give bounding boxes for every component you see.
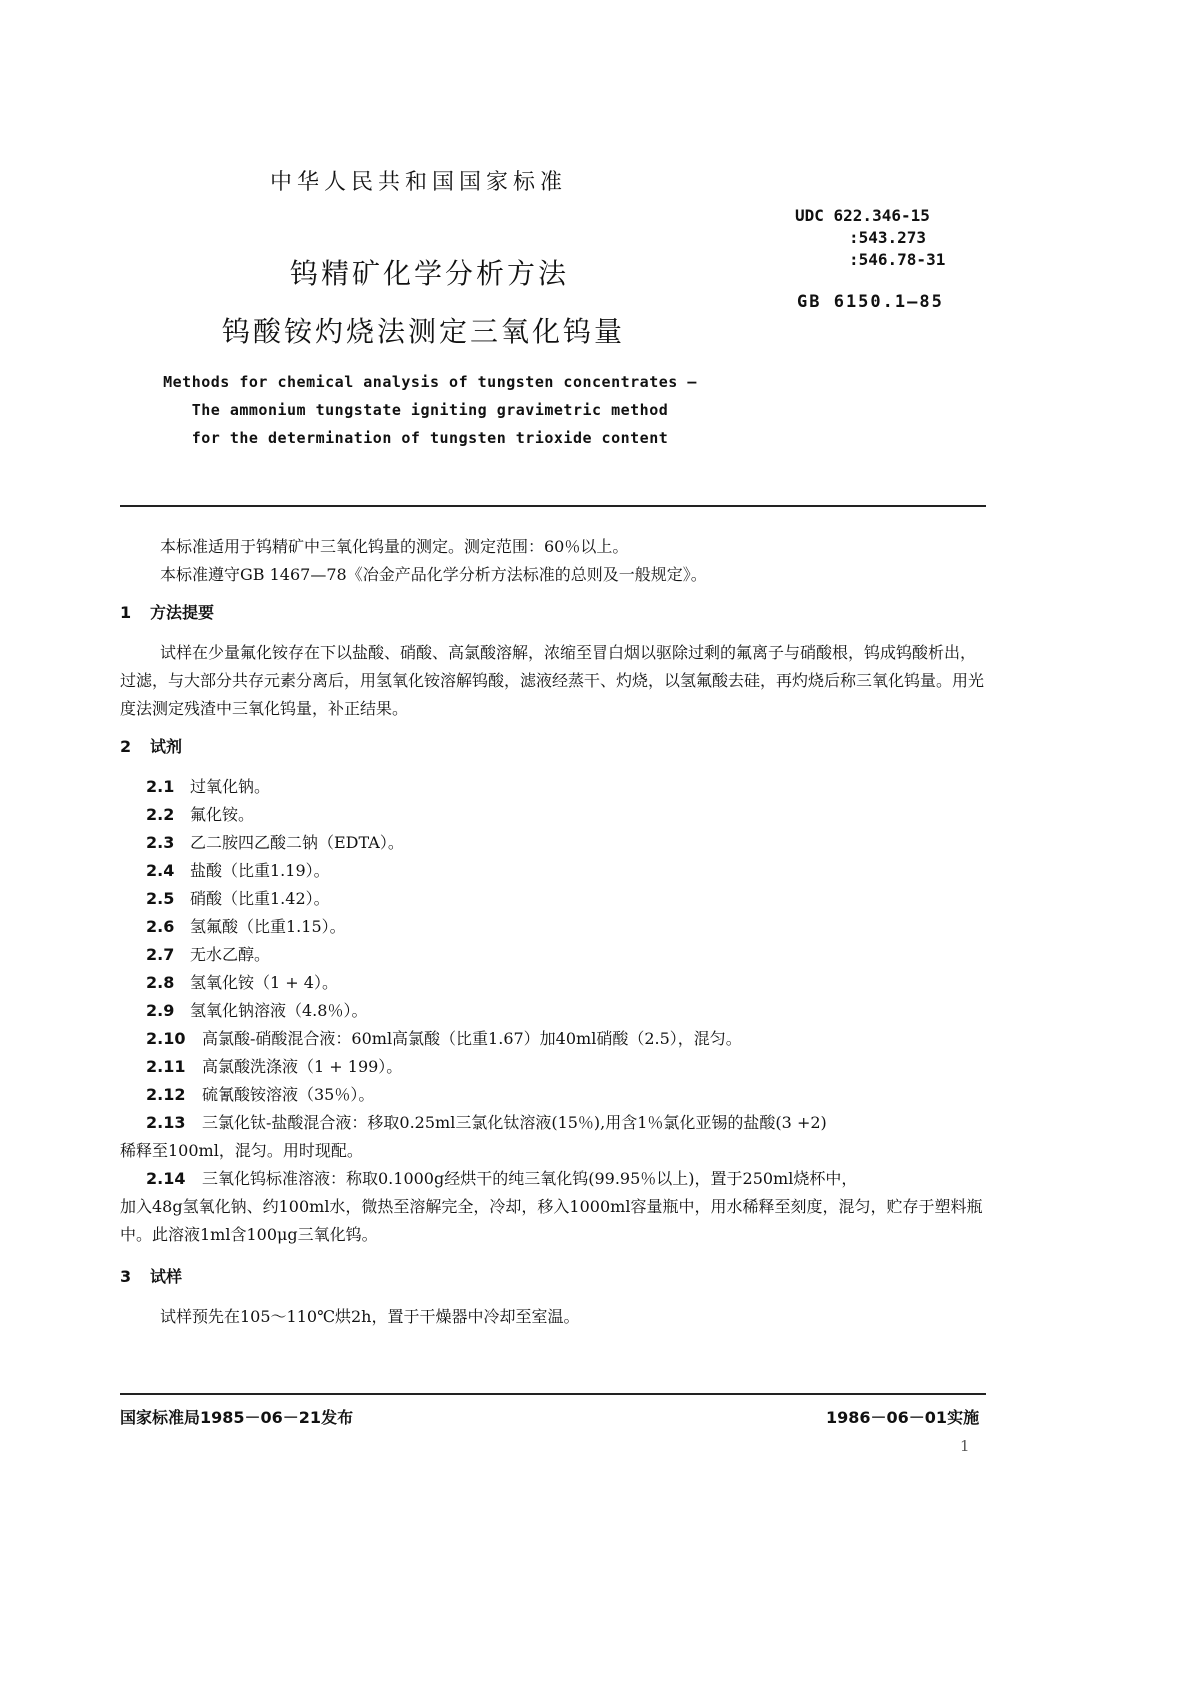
reagent-text: 硝酸（比重1.42）。	[190, 889, 330, 908]
section-title: 试剂	[150, 737, 183, 756]
title-cn-line2: 钨酸铵灼烧法测定三氧化钨量	[222, 315, 626, 348]
reagent-number: 2.12	[146, 1085, 186, 1104]
document-body	[120, 533, 986, 1331]
reagent-item	[120, 885, 986, 913]
reagent-number: 2.5	[146, 889, 175, 908]
reagent-text: 过氧化钠。	[190, 777, 271, 796]
reagent-text: 高氯酸-硝酸混合液：60ml高氯酸（比重1.67）加40ml硝酸（2.5），混匀。	[202, 1029, 742, 1048]
reagent-number: 2.13	[146, 1113, 186, 1132]
section-1-heading	[120, 599, 986, 627]
section-3-heading	[120, 1263, 986, 1291]
reagent-number: 2.6	[146, 917, 175, 936]
reagent-item	[120, 969, 986, 997]
reagent-text: 盐酸（比重1.19）。	[190, 861, 330, 880]
section-1-text: 试样在少量氟化铵存在下以盐酸、硝酸、高氯酸溶解，浓缩至冒白烟以驱除过剩的氟离子与硝酸根，钨成钨酸析出，过滤，与大部分共存元素分离后，用氢氧化铵溶解钨酸，滤液经蒸干、灼烧，以氢氟酸去硅，再灼烧后称三氧化钨量。用光度法测定残渣中三氧化钨量，补正结果。	[120, 643, 985, 718]
intro-compliance: 本标准遵守GB 1467—78《冶金产品化学分析方法标准的总则及一般规定》。	[160, 565, 707, 584]
udc-line: :543.273	[849, 228, 927, 247]
reagent-text: 氢氟酸（比重1.15）。	[190, 917, 346, 936]
reagent-item	[120, 997, 986, 1025]
divider	[120, 505, 986, 507]
reagent-item	[120, 941, 986, 969]
reagent-item	[120, 773, 986, 801]
reagent-item	[120, 829, 986, 857]
reagent-number: 2.9	[146, 1001, 175, 1020]
reagent-item	[120, 801, 986, 829]
reagent-text: 三氧化钨标准溶液：称取0.1000g经烘干的纯三氧化钨(99.95％以上)，置于250ml烧杯中，	[202, 1169, 858, 1188]
footer-divider	[120, 1393, 986, 1395]
title-en	[120, 368, 740, 452]
reagent-text: 氢氧化钠溶液（4.8％）。	[190, 1001, 368, 1020]
reagent-continuation: 稀释至100ml，混匀。用时现配。	[120, 1141, 363, 1160]
reagent-number: 2.11	[146, 1057, 186, 1076]
reagent-number: 2.3	[146, 833, 175, 852]
intro-scope: 本标准适用于钨精矿中三氧化钨量的测定。测定范围：60％以上。	[160, 537, 629, 556]
reagent-number: 2.2	[146, 805, 175, 824]
reagent-number: 2.14	[146, 1169, 186, 1188]
reagent-number: 2.4	[146, 861, 175, 880]
udc-line: :546.78-31	[849, 250, 946, 269]
reagent-item	[120, 1025, 986, 1053]
page-number: 1	[960, 1437, 970, 1455]
title-en-line: The ammonium tungstate igniting gravimetric method	[191, 401, 669, 419]
reagent-continuation: 加入48g氢氧化钠、约100ml水，微热至溶解完全，冷却，移入1000ml容量瓶中，用水稀释至刻度，混匀，贮存于塑料瓶中。此溶液1ml含100μg三氧化钨。	[120, 1197, 983, 1244]
section-number: 2	[120, 737, 132, 756]
issue-date: 国家标准局1985－06－21发布	[120, 1408, 354, 1427]
reagent-text: 高氯酸洗涤液（1 + 199）。	[202, 1057, 403, 1076]
standard-type: 中华人民共和国国家标准	[270, 170, 568, 195]
reagent-text: 氟化铵。	[190, 805, 255, 824]
title-en-line: for the determination of tungsten trioxide content	[191, 429, 669, 447]
reagent-list	[120, 773, 986, 1249]
section-2-heading	[120, 733, 986, 761]
section-title: 试样	[150, 1267, 183, 1286]
title-en-line: Methods for chemical analysis of tungsten concentrates —	[163, 373, 697, 391]
udc-code	[795, 205, 945, 271]
reagent-text: 乙二胺四乙酸二钠（EDTA）。	[190, 833, 404, 852]
section-3-text: 试样预先在105～110℃烘2h，置于干燥器中冷却至室温。	[160, 1307, 580, 1326]
section-number: 3	[120, 1267, 132, 1286]
reagent-item	[120, 1053, 986, 1081]
gb-number: GB 6150.1—85	[797, 292, 944, 312]
reagent-item	[120, 1109, 986, 1137]
section-number: 1	[120, 603, 132, 622]
reagent-number: 2.7	[146, 945, 175, 964]
effective-date: 1986－06－01实施	[826, 1408, 980, 1427]
reagent-text: 氢氧化铵（1 + 4）。	[190, 973, 338, 992]
reagent-item	[120, 857, 986, 885]
reagent-number: 2.8	[146, 973, 175, 992]
reagent-text: 三氯化钛-盐酸混合液：移取0.25ml三氯化钛溶液(15％),用含1％氯化亚锡的盐酸(3 +2)	[202, 1113, 827, 1132]
reagent-number: 2.10	[146, 1029, 186, 1048]
udc-line: UDC 622.346-15	[795, 206, 930, 225]
reagent-text: 硫氰酸铵溶液（35％）。	[202, 1085, 375, 1104]
reagent-item	[120, 913, 986, 941]
section-title: 方法提要	[150, 603, 215, 622]
reagent-number: 2.1	[146, 777, 175, 796]
reagent-item	[120, 1081, 986, 1109]
reagent-text: 无水乙醇。	[190, 945, 271, 964]
title-cn-line1: 钨精矿化学分析方法	[290, 257, 570, 290]
reagent-item	[120, 1165, 986, 1193]
